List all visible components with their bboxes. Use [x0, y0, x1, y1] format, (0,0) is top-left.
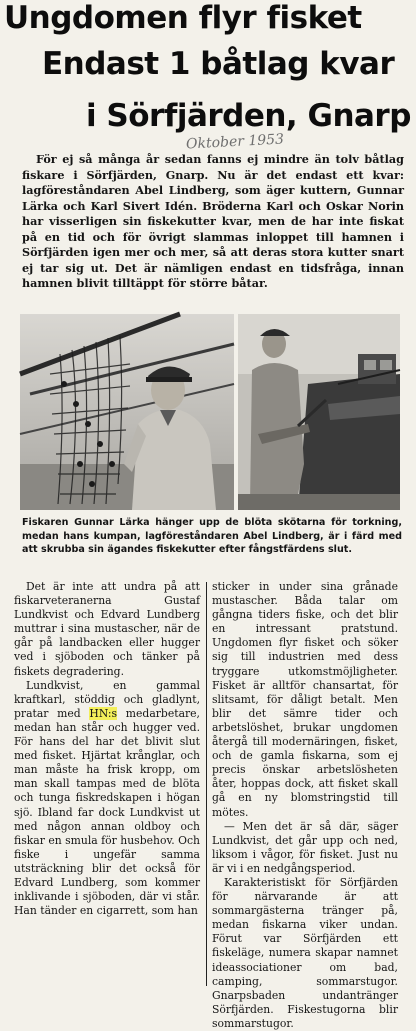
article-column-right [212, 580, 398, 1030]
body-paragraph: Karakteristiskt för Sörfjärden för närvarande är att sommargästerna tränger på, medan fiskarna viker undan. Förut var Sörfjärden ett fiskeläge, numera skapar namnet ideassociationer om bad, camping, sommarstugor. Gnarpsbaden undantränger Sörfjärden. Fiskestugorna blir sommarstugor. [212, 875, 398, 1030]
article-column-left [14, 580, 200, 988]
body-paragraph: Det är inte att undra på att fiskarveteranerna Gustaf Lundkvist och Edvard Lundberg muttrar i sina mustascher, när de går på landbacken eller hugger ved i sjöboden och tänker på fiskets degradering. [14, 580, 200, 678]
photo-man-scrubbing-boat [238, 314, 400, 510]
lead-paragraph: För ej så många år sedan fanns ej mindre än tolv båtlag fiskare i Sörfjärden, Gnarp. Nu är det endast ett kvar: lagföreståndaren Abel Lindberg, som äger kuttern, Gunnar Lärka och Karl Sivert Idén. Bröderna Karl och Oskar Norin har visserligen sin fiskekutter kvar, men de har inte fiskat på en tid och för övrigt slammas inloppet till hamnen i Sörfjärden igen mer och mer, så att deras stora kutter snart ej tar sig ut. Det är nämligen endast en tidsfråga, innan hamnen blivit tilltäppt för större båtar. [22, 152, 404, 290]
column-divider [206, 582, 207, 986]
photo-fisherman-hanging-nets [20, 314, 234, 510]
body-paragraph [14, 679, 200, 919]
headline-line-3: i Sörfjärden, Gnarp [86, 98, 411, 134]
headline-line-2: Endast 1 båtlag kvar [42, 46, 395, 82]
handwritten-date: Oktober 1953 [185, 131, 285, 153]
body-paragraph: sticker in under sina grånade mustascher. Båda talar om gångna tiders fiske, och det blir en intressant pratstund. Ungdomen flyr fisket och söker sig till industrien med dess tryggare utkomstmöjligheter. Fisket är alltför chansartat, för slitsamt, för dåligt betalt. Men blir det sämre tider och arbetslöshet, brukar ungdomen återgå till modernäringen, fisket, och de gamla fiskarna, som ej precis önskar arbetslösheten åter, hoppas dock, att fisket skall gå en ny blomstringstid till mötes. [212, 580, 398, 819]
photo-man-scrubbing-boat-image [238, 314, 400, 510]
headline-line-1: Ungdomen flyr fisket [4, 0, 362, 36]
photo-fisherman-hanging-nets-image [20, 314, 234, 510]
highlighted-text: HN:s [89, 706, 118, 720]
body-text: medarbetare, medan han står och hugger ved. För hans del har det blivit slut med fisket. Hjärtat krånglar, och man måste ha frisk kropp, om man skall tampas med de blöta och tunga fiskredskapen i högan sjö. Ibland far dock Lundkvist ut med någon annan oldboy och fiskar en smula för husbehov. Och fiske i ungefär samma utsträckning blir det också för Edvard Lundberg, som kommer inklivande i sjöboden, där vi står. Han tänder en cigarrett, som han [14, 706, 200, 918]
photo-caption: Fiskaren Gunnar Lärka hänger upp de blöta skötarna för torkning, medan hans kumpan, lagföreståndaren Abel Lindberg, är i färd med att skrubba sin ägandes fiskekutter efter fångstfärdens slut. [22, 517, 402, 555]
body-text: Lundkvist, en gammal kraftkarl, stöddig och gladlynt, pratar med [14, 678, 200, 720]
body-paragraph: — Men det är så där, säger Lundkvist, det går upp och ned, liksom i vågor, för fisket. Just nu är vi i en nedgångsperiod. [212, 819, 398, 875]
